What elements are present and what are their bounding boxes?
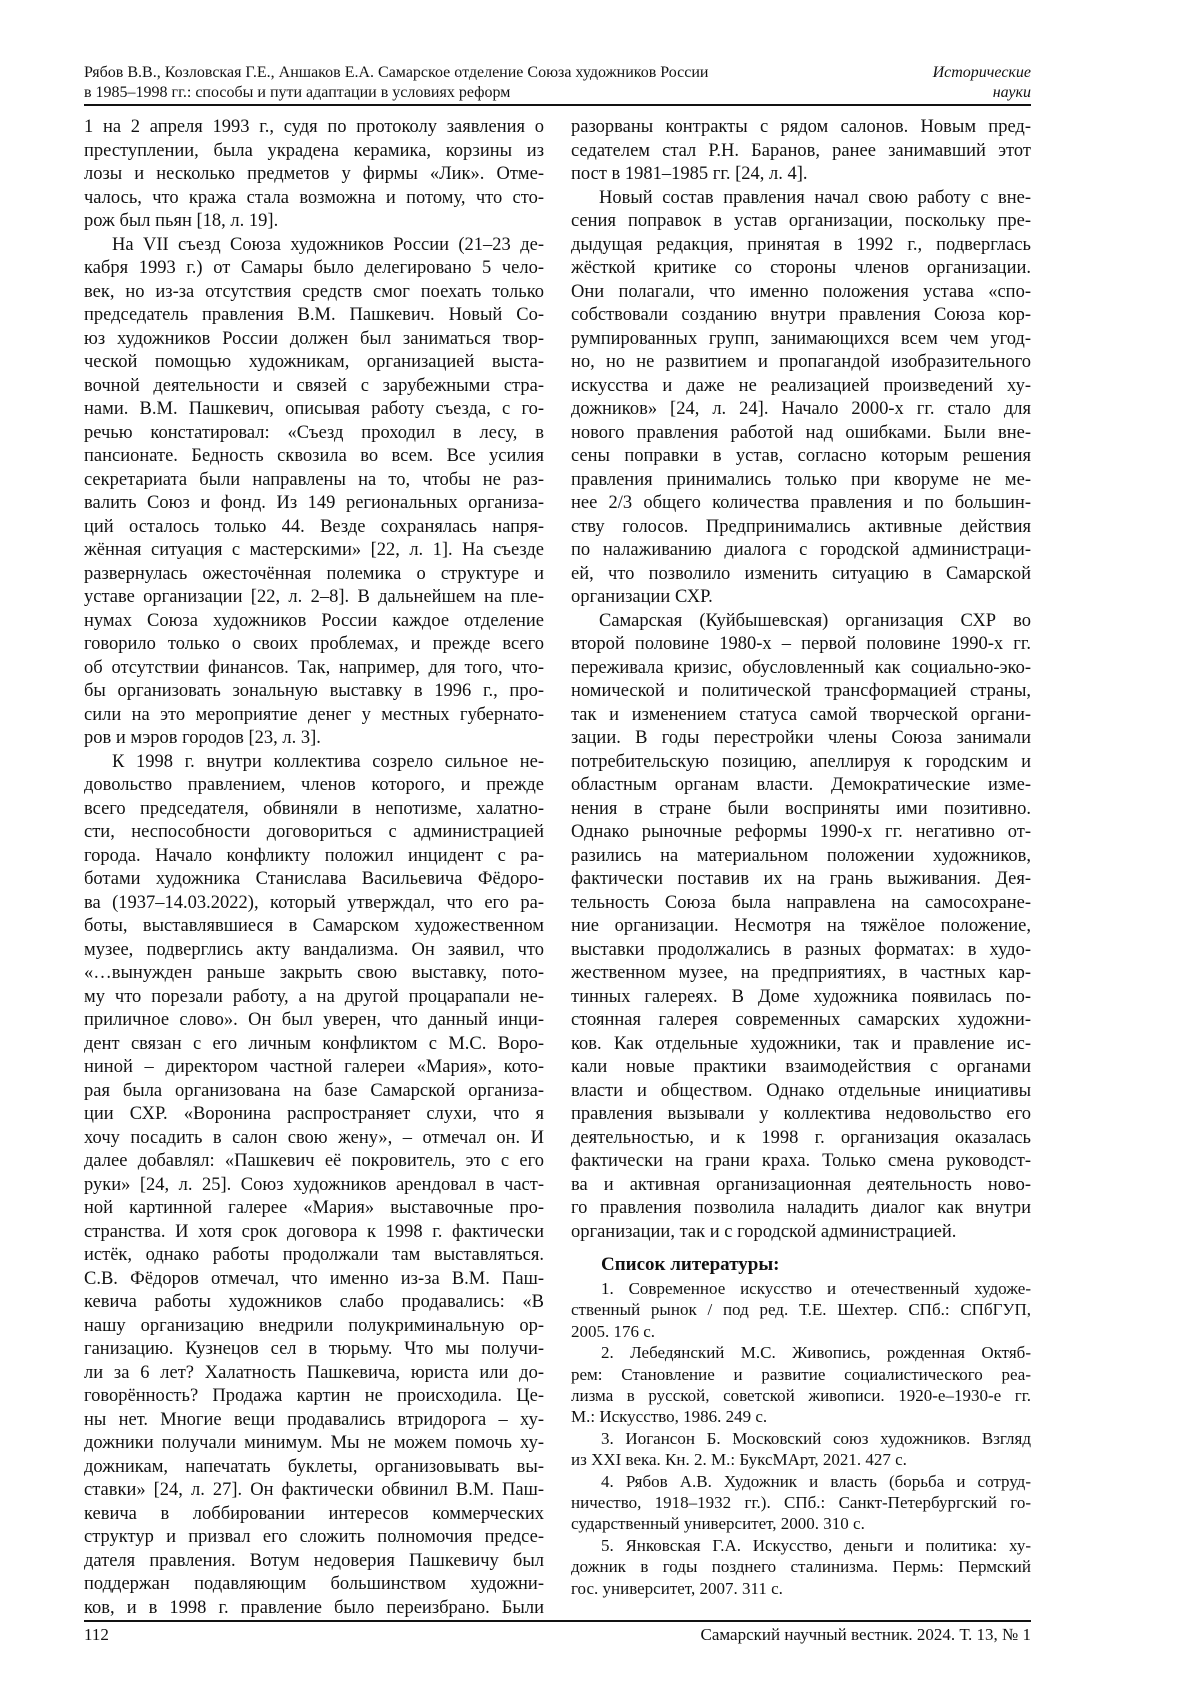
text-line: ной картинной галерее «Мария» выставочные про- — [84, 1198, 544, 1218]
text-line: странства. И хотя срок договора к 1998 г. фактически — [84, 1221, 544, 1242]
text-line: фактически на грани краха. Только смена руководст- — [571, 1151, 1031, 1171]
text-line: боты, выставлявшиеся в Самарском художественном — [84, 916, 544, 936]
paragraph — [571, 610, 1031, 1245]
header-divider — [84, 104, 1031, 106]
reference-line: ственный рынок / под ред. Т.Е. Шехтер. СПб.: СПбГУП, — [571, 1300, 1031, 1320]
journal-citation: Самарский научный вестник. 2024. Т. 13, № 1 — [700, 1625, 1031, 1644]
reference-line: 4. Рябов А.В. Художник и власть (борьба и сотруд- — [601, 1471, 1031, 1491]
text-line: выставки продолжались в разных форматах: в худо- — [571, 939, 1031, 960]
text-line: ва и активная организационная деятельность ново- — [571, 1174, 1031, 1195]
text-line: переживала кризис, обусловленный как социально-эко- — [571, 657, 1031, 678]
text-line: седателем стал Р.Н. Баранов, ранее занимавший этот — [571, 140, 1031, 161]
reference-line: 1. Современное искусство и отечественный художе- — [601, 1279, 1031, 1298]
text-line: собствовали созданию внутри правления Союза кор- — [571, 305, 1031, 325]
text-line: говорило только о своих проблемах, и прежде всего — [84, 634, 544, 654]
text-line: тельность Союза была направлена на самосохране- — [571, 892, 1031, 913]
text-line: сения поправок в устав организации, поскольку пре- — [571, 211, 1031, 231]
text-line: организации СХР. — [571, 587, 713, 607]
running-title-line-1: Рябов В.В., Козловская Г.Е., Аншаков Е.А. Самарское отделение Союза художников России — [84, 64, 709, 81]
text-line: К 1998 г. внутри коллектива созрело сильное не- — [112, 751, 544, 772]
text-line: кали новые практики взаимодействия с органами — [571, 1057, 1031, 1077]
text-line: поддержан подавляющим большинством художни- — [84, 1574, 544, 1594]
text-line: музее, подверглись акту вандализма. Он заявил, что — [84, 939, 544, 960]
text-line: ков, и в 1998 г. правление было переизбрано. Были — [84, 1597, 544, 1618]
text-line: жённая ситуация с мастерскими» [22, л. 1]. На съезде — [84, 540, 544, 560]
paragraph — [571, 116, 1031, 187]
text-line: ниной – директором частной галереи «Мария», кото- — [84, 1057, 544, 1077]
text-line: фактически поставив их на грань выживания. Дея- — [571, 869, 1031, 889]
reference-line: 2005. 176 с. — [571, 1321, 656, 1341]
text-line: С.В. Фёдоров отмечал, что именно из-за В.М. Паш- — [84, 1268, 544, 1289]
text-line: приличное слово». Он был уверен, что данный инци- — [84, 1010, 544, 1030]
text-line: ва (1937–14.03.2022), который утверждал, что его ра- — [84, 892, 544, 913]
text-line: далее добавлял: «Пашкевич её покровитель, это с его — [84, 1151, 544, 1171]
text-line: дателя правления. Вотум недоверия Пашкевичу был — [84, 1550, 544, 1571]
text-line: сены поправки в устав, согласно которым решения — [571, 446, 1031, 466]
text-line: секретариата были направлены на то, чтобы не раз- — [84, 469, 544, 490]
text-line: сили на это мероприятие денег у местных губернато- — [84, 704, 544, 725]
text-line: довольство правлением, членов которого, и прежде — [84, 775, 544, 795]
text-line: жественном музее, на предприятиях, в частных кар- — [571, 963, 1031, 983]
reference-item — [571, 1342, 1031, 1428]
text-line: ставки» [24, л. 27]. Он фактически обвинил В.М. Паш- — [84, 1480, 544, 1500]
text-line: ботами художника Станислава Васильевича Фёдоро- — [84, 869, 544, 889]
references-heading: Список литературы: — [601, 1254, 780, 1275]
running-title-line-2: в 1985–1998 гг.: способы и пути адаптации в условиях реформ — [84, 84, 511, 101]
text-line: кевича в лоббировании интересов коммерческих — [84, 1503, 544, 1524]
text-line: юз художников России должен был заниматься твор- — [84, 328, 544, 349]
text-line: Они полагали, что именно положения устава «спо- — [571, 281, 1031, 302]
text-line: ны нет. Многие вещи продавались втридорога – ху- — [84, 1409, 544, 1430]
reference-line: гос. университет, 2007. 311 с. — [571, 1578, 783, 1598]
text-line: сти, неспособности договориться с администрацией — [84, 822, 544, 842]
section-label-line-2: науки — [992, 84, 1031, 101]
reference-line: сударственный университет, 2000. 310 с. — [571, 1514, 865, 1534]
text-line: ли за 6 лет? Халатность Пашкевича, юриста или до- — [84, 1362, 544, 1383]
text-line: кабря 1993 г.) от Самары было делегировано 5 чело- — [84, 258, 544, 278]
text-line: Самарская (Куйбышевская) организация СХР во — [599, 610, 1031, 631]
text-line: тинных галереях. В Доме художника появилась по- — [571, 986, 1031, 1007]
text-line: ков. Как отдельные художники, так и правление ис- — [571, 1033, 1031, 1054]
text-line: чалось, что кража стала возможна и потому, что сто- — [84, 187, 544, 208]
text-line: искусства и даже не реализацией произведений ху- — [571, 375, 1031, 396]
text-line: рая была организована на базе Самарской организа- — [84, 1080, 544, 1101]
section-label-line-1: Исторические — [932, 64, 1031, 81]
text-line: нения в стране были восприняты ими позитивно. — [571, 798, 1031, 819]
text-line: зации. В годы перестройки члены Союза занимали — [571, 728, 1031, 748]
section-label — [933, 63, 1031, 103]
reference-line: 2. Лебедянский М.С. Живопись, рожденная Октяб- — [601, 1343, 1031, 1363]
text-line: руки» [24, л. 25]. Союз художников арендовал в част- — [84, 1174, 544, 1195]
text-line: второй половине 1980-х – первой половине 1990-х гг. — [571, 634, 1031, 654]
running-title — [84, 63, 884, 103]
text-line: речью констатировал: «Съезд проходил в лесу, в — [84, 422, 544, 443]
reference-line: ничество, 1918–1932 гг.). СПб.: Санкт-Петербургский го- — [571, 1493, 1031, 1513]
text-line: дент связан с его личным конфликтом с М.С. Воро- — [84, 1033, 544, 1054]
text-line: дыдущая редакция, принятая в 1992 г., подверглась — [571, 234, 1031, 255]
text-line: жёсткой критике со стороны членов организации. — [571, 258, 1031, 278]
text-line: преступлении, была украдена керамика, корзины из — [84, 140, 544, 161]
text-line: хочу посадить в салон свою жену», – отмечал он. И — [84, 1127, 544, 1148]
text-line: деятельностью, и к 1998 г. организация оказалась — [571, 1127, 1031, 1148]
text-line: областным органам власти. Демократические изме- — [571, 775, 1031, 795]
text-line: пост в 1981–1985 гг. [24, л. 4]. — [571, 164, 808, 184]
reference-line: рем: Становление и развитие социалистического реа- — [571, 1364, 1031, 1384]
paragraph — [84, 751, 544, 1621]
reference-line: лизма в русской, советской живописи. 1920-е–1930-е гг. — [571, 1386, 1031, 1406]
text-line: ческой помощью художникам, организацией выста- — [84, 352, 544, 372]
text-line: говорённость? Продажа картин не происходила. Це- — [84, 1386, 544, 1406]
text-line: по налаживанию диалога с городской администраци- — [571, 540, 1031, 560]
text-line: ству голосов. Предпринимались активные действия — [571, 516, 1031, 537]
reference-line: дожник в годы позднего сталинизма. Пермь: Пермский — [571, 1557, 1031, 1577]
text-line: ций осталось только 44. Везде сохранялась напря- — [84, 516, 544, 537]
text-line: валить Союз и фонд. Из 149 региональных организа- — [84, 493, 544, 513]
text-line: нового правления работой над ошибками. Были вне- — [571, 422, 1031, 443]
paragraph — [571, 187, 1031, 610]
text-line: нашу организацию внедрили полукриминальную ор- — [84, 1315, 544, 1336]
text-line: «…вынужден раньше закрыть свою выставку, пото- — [84, 963, 544, 983]
reference-line: из XXI века. Кн. 2. М.: БуксМАрт, 2021. 427 с. — [571, 1450, 907, 1470]
left-column — [84, 116, 544, 1620]
text-line: всего председателя, обвиняли в непотизме, халатно- — [84, 798, 544, 819]
text-line: лозы и несколько предметов у фирмы «Лик». Отме- — [84, 164, 544, 184]
text-line: пансионате. Бедность сквозила во всем. Все усилия — [84, 446, 544, 466]
reference-line: М.: Искусство, 1986. 249 с. — [571, 1407, 768, 1427]
text-line: председатель правления В.М. Пашкевич. Новый Со- — [84, 305, 544, 325]
text-line: ние организации. Несмотря на тяжёлое положение, — [571, 916, 1031, 936]
text-line: го правления позволила наладить диалог как внутри — [571, 1198, 1031, 1218]
text-line: потребительскую позицию, апеллируя к городским и — [571, 751, 1031, 772]
text-line: вочной деятельности и связей с зарубежными стра- — [84, 375, 544, 396]
text-line: стоянная галерея современных самарских художни- — [571, 1010, 1031, 1030]
text-line: так и изменением статуса самой творческой органи- — [571, 704, 1031, 725]
text-line: бы организовать зональную выставку в 1996 г., про- — [84, 681, 544, 701]
text-line: развернулась ожесточённая полемика о структуре и — [84, 563, 544, 584]
paragraph — [84, 234, 544, 751]
text-line: ей, что позволило изменить ситуацию в Самарской — [571, 563, 1031, 584]
references-list — [571, 1278, 1031, 1599]
reference-item — [571, 1535, 1031, 1599]
text-line: нумах Союза художников России каждое отделение — [84, 610, 544, 631]
text-line: век, но из-за отсутствия средств смог поехать только — [84, 281, 544, 302]
paragraph — [84, 116, 544, 234]
reference-item — [571, 1471, 1031, 1535]
text-line: рож был пьян [18, л. 19]. — [84, 211, 279, 231]
text-line: об отсутствии финансов. Так, например, для того, что- — [84, 657, 544, 678]
text-line: 1 на 2 апреля 1993 г., судя по протоколу заявления о — [84, 117, 544, 137]
text-line: разорваны контракты с рядом салонов. Новым пред- — [571, 117, 1031, 137]
reference-item — [571, 1428, 1031, 1471]
page-number: 112 — [84, 1625, 109, 1644]
text-line: ров и мэров городов [23, л. 3]. — [84, 728, 321, 748]
text-line: истёк, однако работы продолжали там выставляться. — [84, 1245, 544, 1265]
text-line: ганизацию. Кузнецов сел в тюрьму. Что мы получи- — [84, 1339, 544, 1359]
right-column — [571, 116, 1031, 1244]
text-line: правления принимались только при кворуме не ме- — [571, 469, 1031, 490]
text-line: но, но не развитием и пропагандой изобразительного — [571, 352, 1031, 372]
text-line: города. Начало конфликту положил инцидент с ра- — [84, 845, 544, 866]
text-line: организации, так и с городской администрацией. — [571, 1221, 957, 1242]
text-line: Новый состав правления начал свою работу с вне- — [599, 187, 1031, 208]
text-line: правления вызывали у коллектива недовольство его — [571, 1104, 1031, 1124]
text-line: дожников» [24, л. 24]. Начало 2000-х гг. стало для — [571, 399, 1031, 419]
text-line: Однако рыночные реформы 1990-х гг. негативно от- — [571, 822, 1031, 842]
text-line: власти и обществом. Однако отдельные инициативы — [571, 1080, 1031, 1101]
reference-line: 3. Иогансон Б. Московский союз художников. Взгляд — [601, 1428, 1031, 1448]
text-line: дожникам, напечатать буклеты, организовывать вы- — [84, 1456, 544, 1477]
text-line: кевича работы художников слабо продавались: «В — [84, 1292, 544, 1312]
text-line: му что порезали работу, а на другой процарапали не- — [84, 986, 544, 1007]
text-line: структур и призвал его сложить полномочия предсе- — [84, 1527, 544, 1547]
text-line: ции СХР. «Воронина распространяет слухи, что я — [84, 1104, 544, 1124]
text-line: нее 2/3 общего количества правления и по большин- — [571, 493, 1031, 513]
text-line: разились на материальном положении художников, — [571, 845, 1031, 866]
text-line: уставе организации [22, л. 2–8]. В дальнейшем на пле- — [84, 587, 544, 607]
reference-item — [571, 1278, 1031, 1342]
text-line: румпированных групп, занимающихся всем чем угод- — [571, 328, 1031, 349]
text-line: На VII съезд Союза художников России (21–23 де- — [112, 234, 544, 255]
reference-line: 5. Янковская Г.А. Искусство, деньги и политика: ху- — [601, 1535, 1031, 1555]
text-line: дожники получали минимум. Мы не можем помочь ху- — [84, 1433, 544, 1453]
footer-divider — [84, 1620, 1031, 1622]
text-line: нами. В.М. Пашкевич, описывая работу съезда, с го- — [84, 399, 544, 419]
text-line: номической и политической трансформацией страны, — [571, 681, 1031, 701]
